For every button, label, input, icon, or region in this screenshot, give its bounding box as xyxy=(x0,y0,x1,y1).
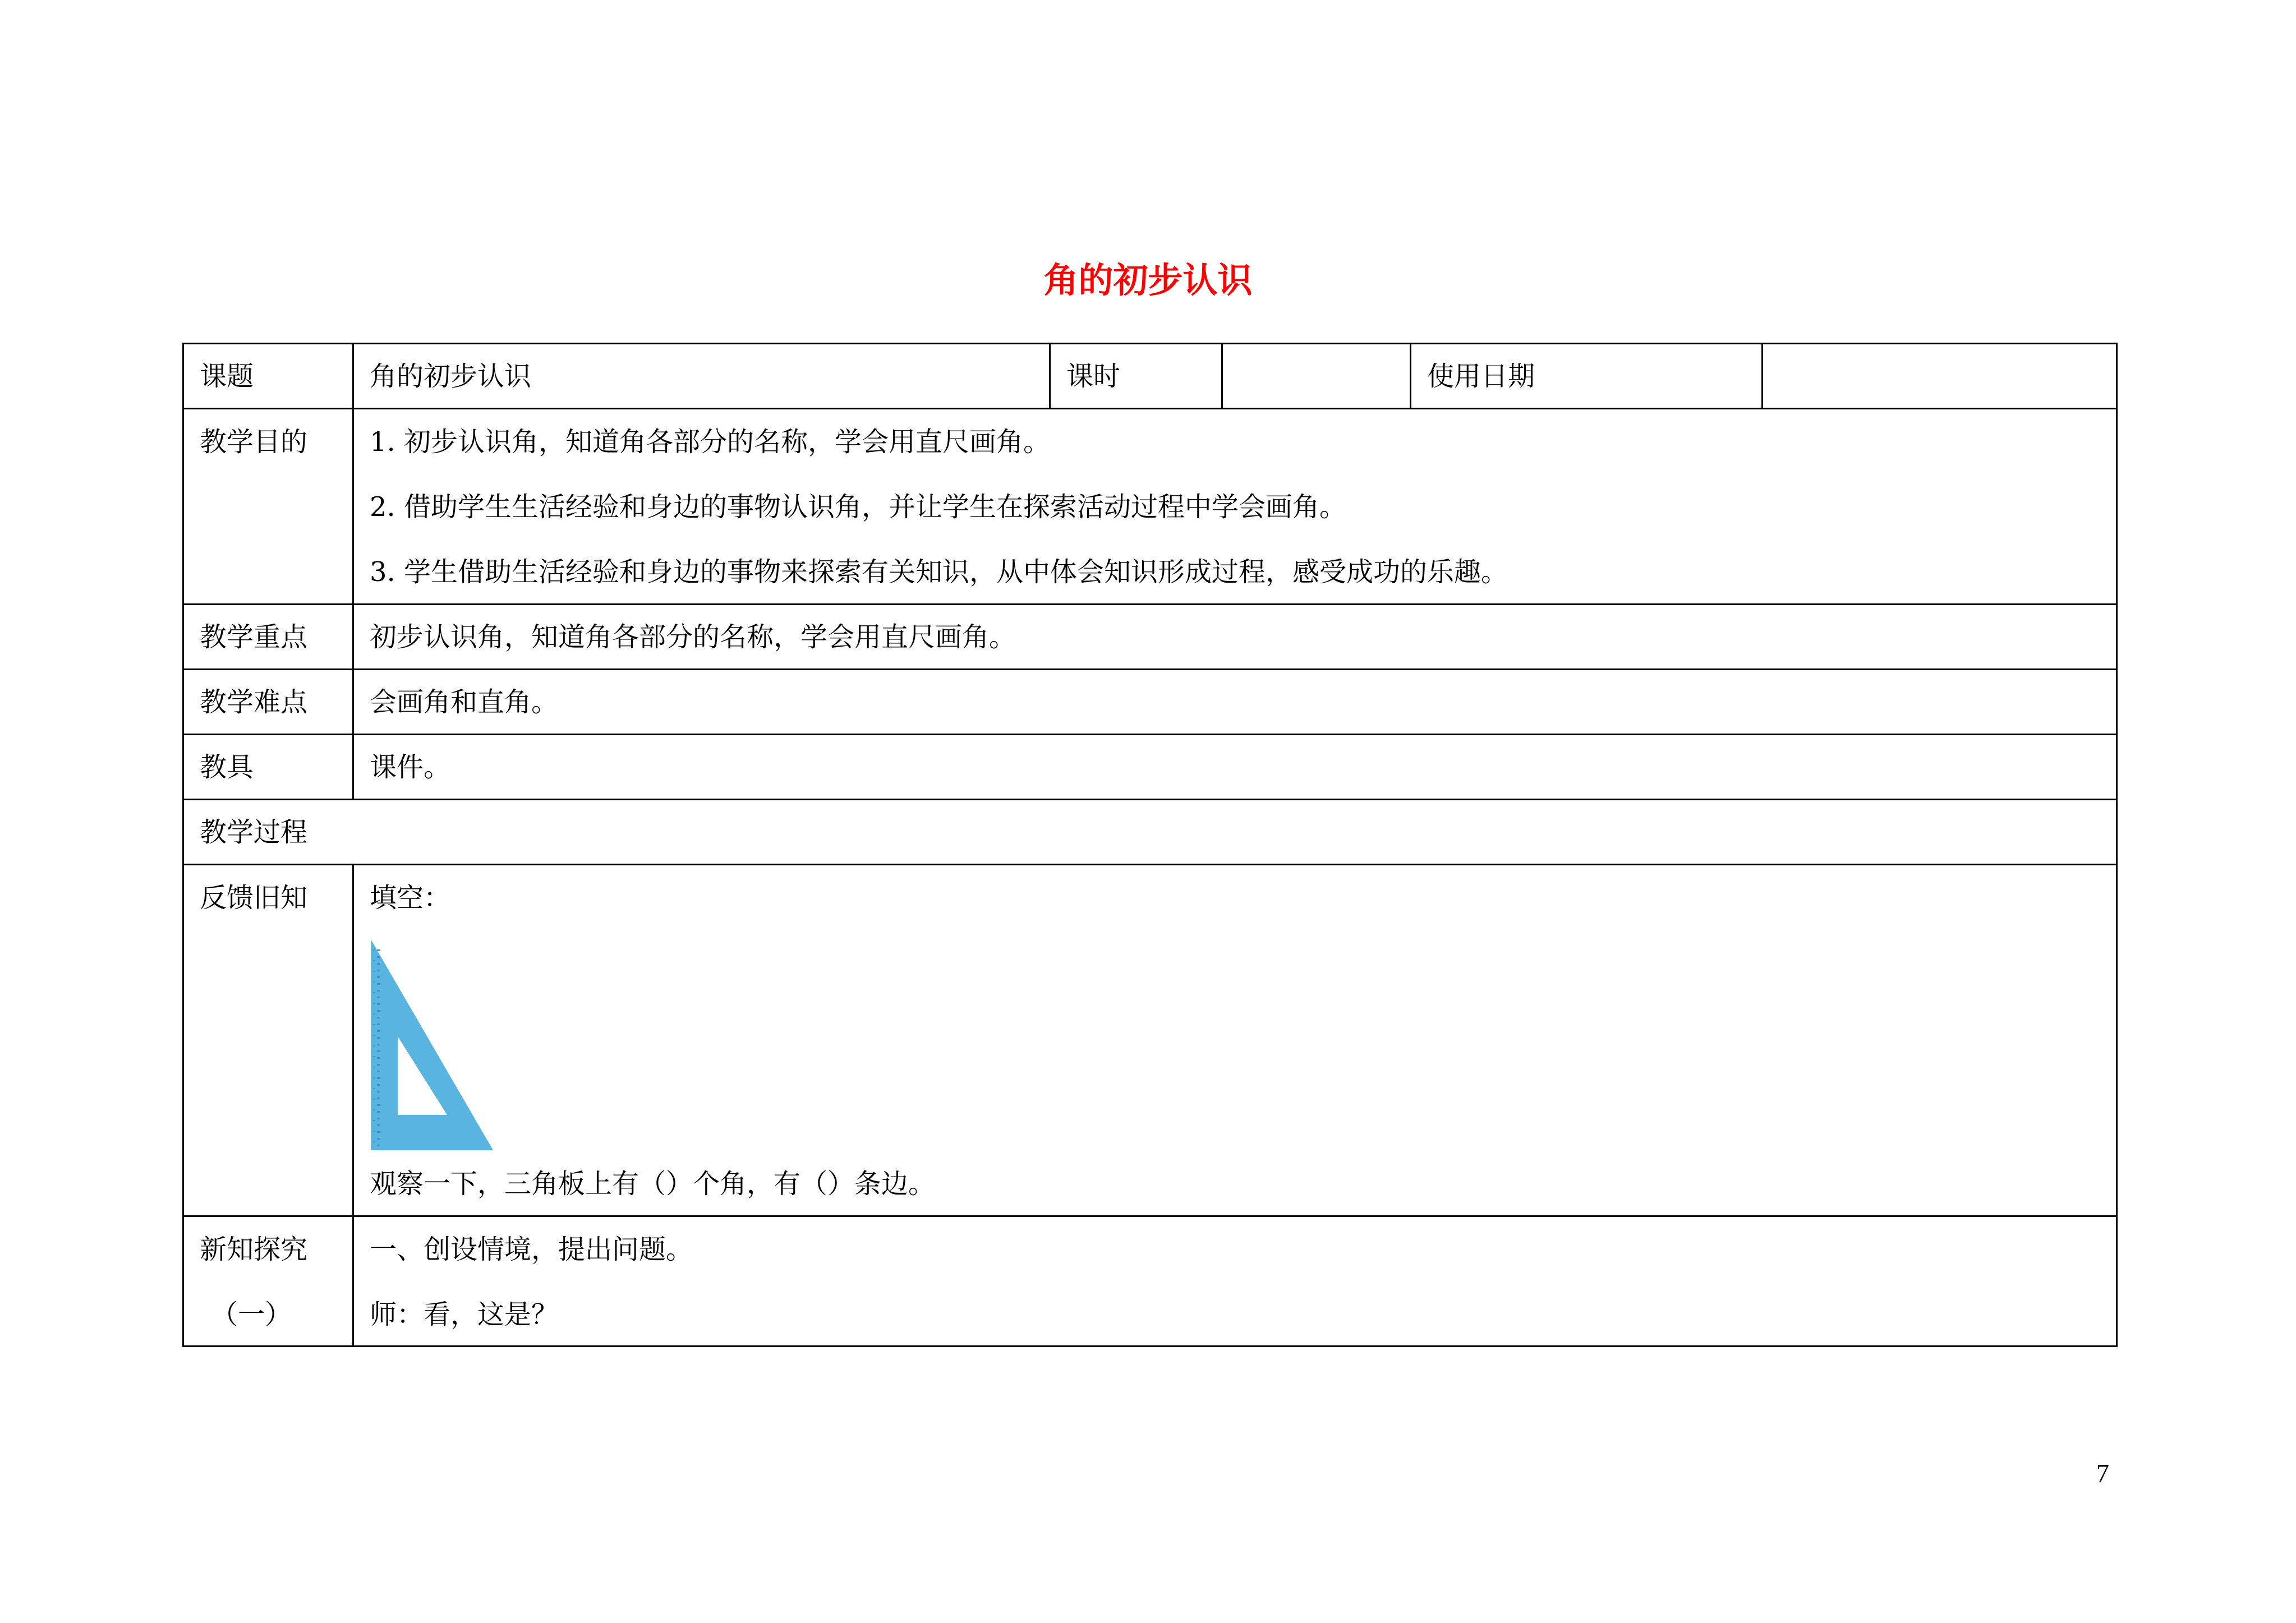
objectives-label: 教学目的 xyxy=(183,409,353,605)
difficulty-text: 会画角和直角。 xyxy=(353,670,2117,735)
date-value xyxy=(1763,344,2117,409)
tools-text: 课件。 xyxy=(353,735,2117,800)
subject-label: 课题 xyxy=(183,344,353,409)
triangle-ruler-icon xyxy=(370,938,2100,1151)
tools-row xyxy=(183,735,2117,800)
process-row xyxy=(183,800,2117,865)
date-label: 使用日期 xyxy=(1411,344,1763,409)
objective-item: 3. 学生借助生活经验和身边的事物来探索有关知识，从中体会知识形成过程，感受成功的乐趣。 xyxy=(370,556,1508,588)
key-point-text: 初步认识角，知道角各部分的名称，学会用直尺画角。 xyxy=(353,605,2117,670)
explore-line: 一、创设情境，提出问题。 xyxy=(370,1234,693,1265)
difficulty-row xyxy=(183,670,2117,735)
subject-value: 角的初步认识 xyxy=(353,344,1050,409)
review-row xyxy=(183,865,2117,1216)
page-number: 7 xyxy=(2096,1459,2109,1487)
explore-line: 师：看，这是？ xyxy=(370,1299,559,1330)
explore-content xyxy=(353,1216,2117,1347)
period-label: 课时 xyxy=(1050,344,1222,409)
key-point-label: 教学重点 xyxy=(183,605,353,670)
explore-row xyxy=(183,1216,2117,1347)
lesson-plan-table xyxy=(182,343,2118,1347)
difficulty-label: 教学难点 xyxy=(183,670,353,735)
objective-item: 1. 初步认识角，知道角各部分的名称，学会用直尺画角。 xyxy=(370,426,1051,458)
objective-item: 2. 借助学生生活经验和身边的事物认识角，并让学生在探索活动过程中学会画角。 xyxy=(370,491,1347,523)
header-row xyxy=(183,344,2117,409)
period-value xyxy=(1222,344,1411,409)
tools-label: 教具 xyxy=(183,735,353,800)
objectives-content xyxy=(353,409,2117,605)
key-point-row xyxy=(183,605,2117,670)
review-prompt: 填空： xyxy=(370,882,451,914)
document-title: 角的初步认识 xyxy=(1043,260,1253,301)
explore-label: 新知探究 （一） xyxy=(183,1216,353,1347)
review-question: 观察一下，三角板上有（）个角，有（）条边。 xyxy=(370,1168,936,1200)
review-label: 反馈旧知 xyxy=(183,865,353,1216)
process-label: 教学过程 xyxy=(183,800,2117,865)
objectives-row xyxy=(183,409,2117,605)
review-content xyxy=(353,865,2117,1216)
